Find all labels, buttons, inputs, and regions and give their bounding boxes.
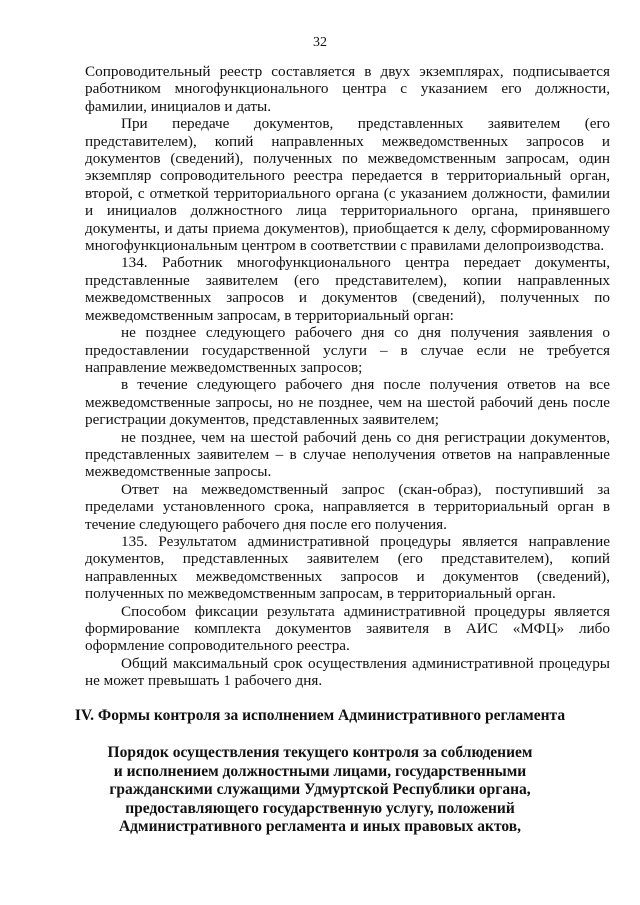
paragraph: Общий максимальный срок осуществления административной процедуры не может превышать 1 рабочего дня. <box>85 654 610 690</box>
paragraph: не позднее, чем на шестой рабочий день со дня регистрации документов, представленных заявителем – в случае неполучения ответов на направленные межведомственные запросы. <box>85 428 610 481</box>
paragraph: Сопроводительный реестр составляется в двух экземплярах, подписывается работником многофункционального центра с указанием его должности, фамилии, инициалов и даты. <box>85 63 610 115</box>
paragraph: 134. Работник многофункционального центра передает документы, представленные заявителем (его представителем), копии направленных межведомственных запросов и документов (сведений), полученных по межведомственным запросам, в территориальный орган: <box>85 254 610 324</box>
paragraph: При передаче документов, представленных заявителем (его представителем), копий направленных межведомственных запросов и документов (сведений), полученных по межведомственным запросам, один экземпляр сопроводительного реестра передается в территориальный орган, второй, с отметкой территориального органа (с указанием должности, фамилии и инициалов должностного лица территориального органа, принявшего документы, и даты приема документов), приобщается к делу, сформированному многофункциональным центром в соответствии с правилами делопроизводства. <box>85 115 610 255</box>
paragraph: 135. Результатом административной процедуры является направление документов, представленных заявителем (его представителем), копий направленных межведомственных запросов и документов (сведений), полученных по межведомственным запросам, в территориальный орган. <box>85 532 610 603</box>
subheading-line: Порядок осуществления текущего контроля за соблюдением <box>107 744 533 761</box>
subheading-line: гражданскими служащими Удмуртской Республики органа, <box>109 781 531 798</box>
paragraph: Ответ на межведомственный запрос (скан-образ), поступивший за пределами установленного срока, направляется в территориальный орган в течение следующего рабочего дня после его получения. <box>85 480 610 533</box>
page-number: 32 <box>313 35 327 50</box>
subheading-line: Административного регламента и иных правовых актов, <box>118 818 522 835</box>
subheading-line: и исполнением должностными лицами, государственными <box>113 762 527 780</box>
paragraph: Способом фиксации результата административной процедуры является формирование комплекта документов заявителя в АИС «МФЦ» либо оформление сопроводительного реестра. <box>85 602 610 655</box>
paragraph: не позднее следующего рабочего дня со дня получения заявления о предоставлении государственной услуги – в случае если не требуется направление межведомственных запросов; <box>85 324 610 376</box>
document-body <box>85 63 610 690</box>
subheading <box>0 744 640 837</box>
paragraph: в течение следующего рабочего дня после получения ответов на все межведомственные запросы, но не позднее, чем на шестой рабочий день после регистрации документов, представленных заявителем; <box>85 376 610 429</box>
section-heading: IV. Формы контроля за исполнением Административного регламента <box>74 707 566 724</box>
subheading-line: предоставляющего государственную услугу, положений <box>125 799 515 817</box>
